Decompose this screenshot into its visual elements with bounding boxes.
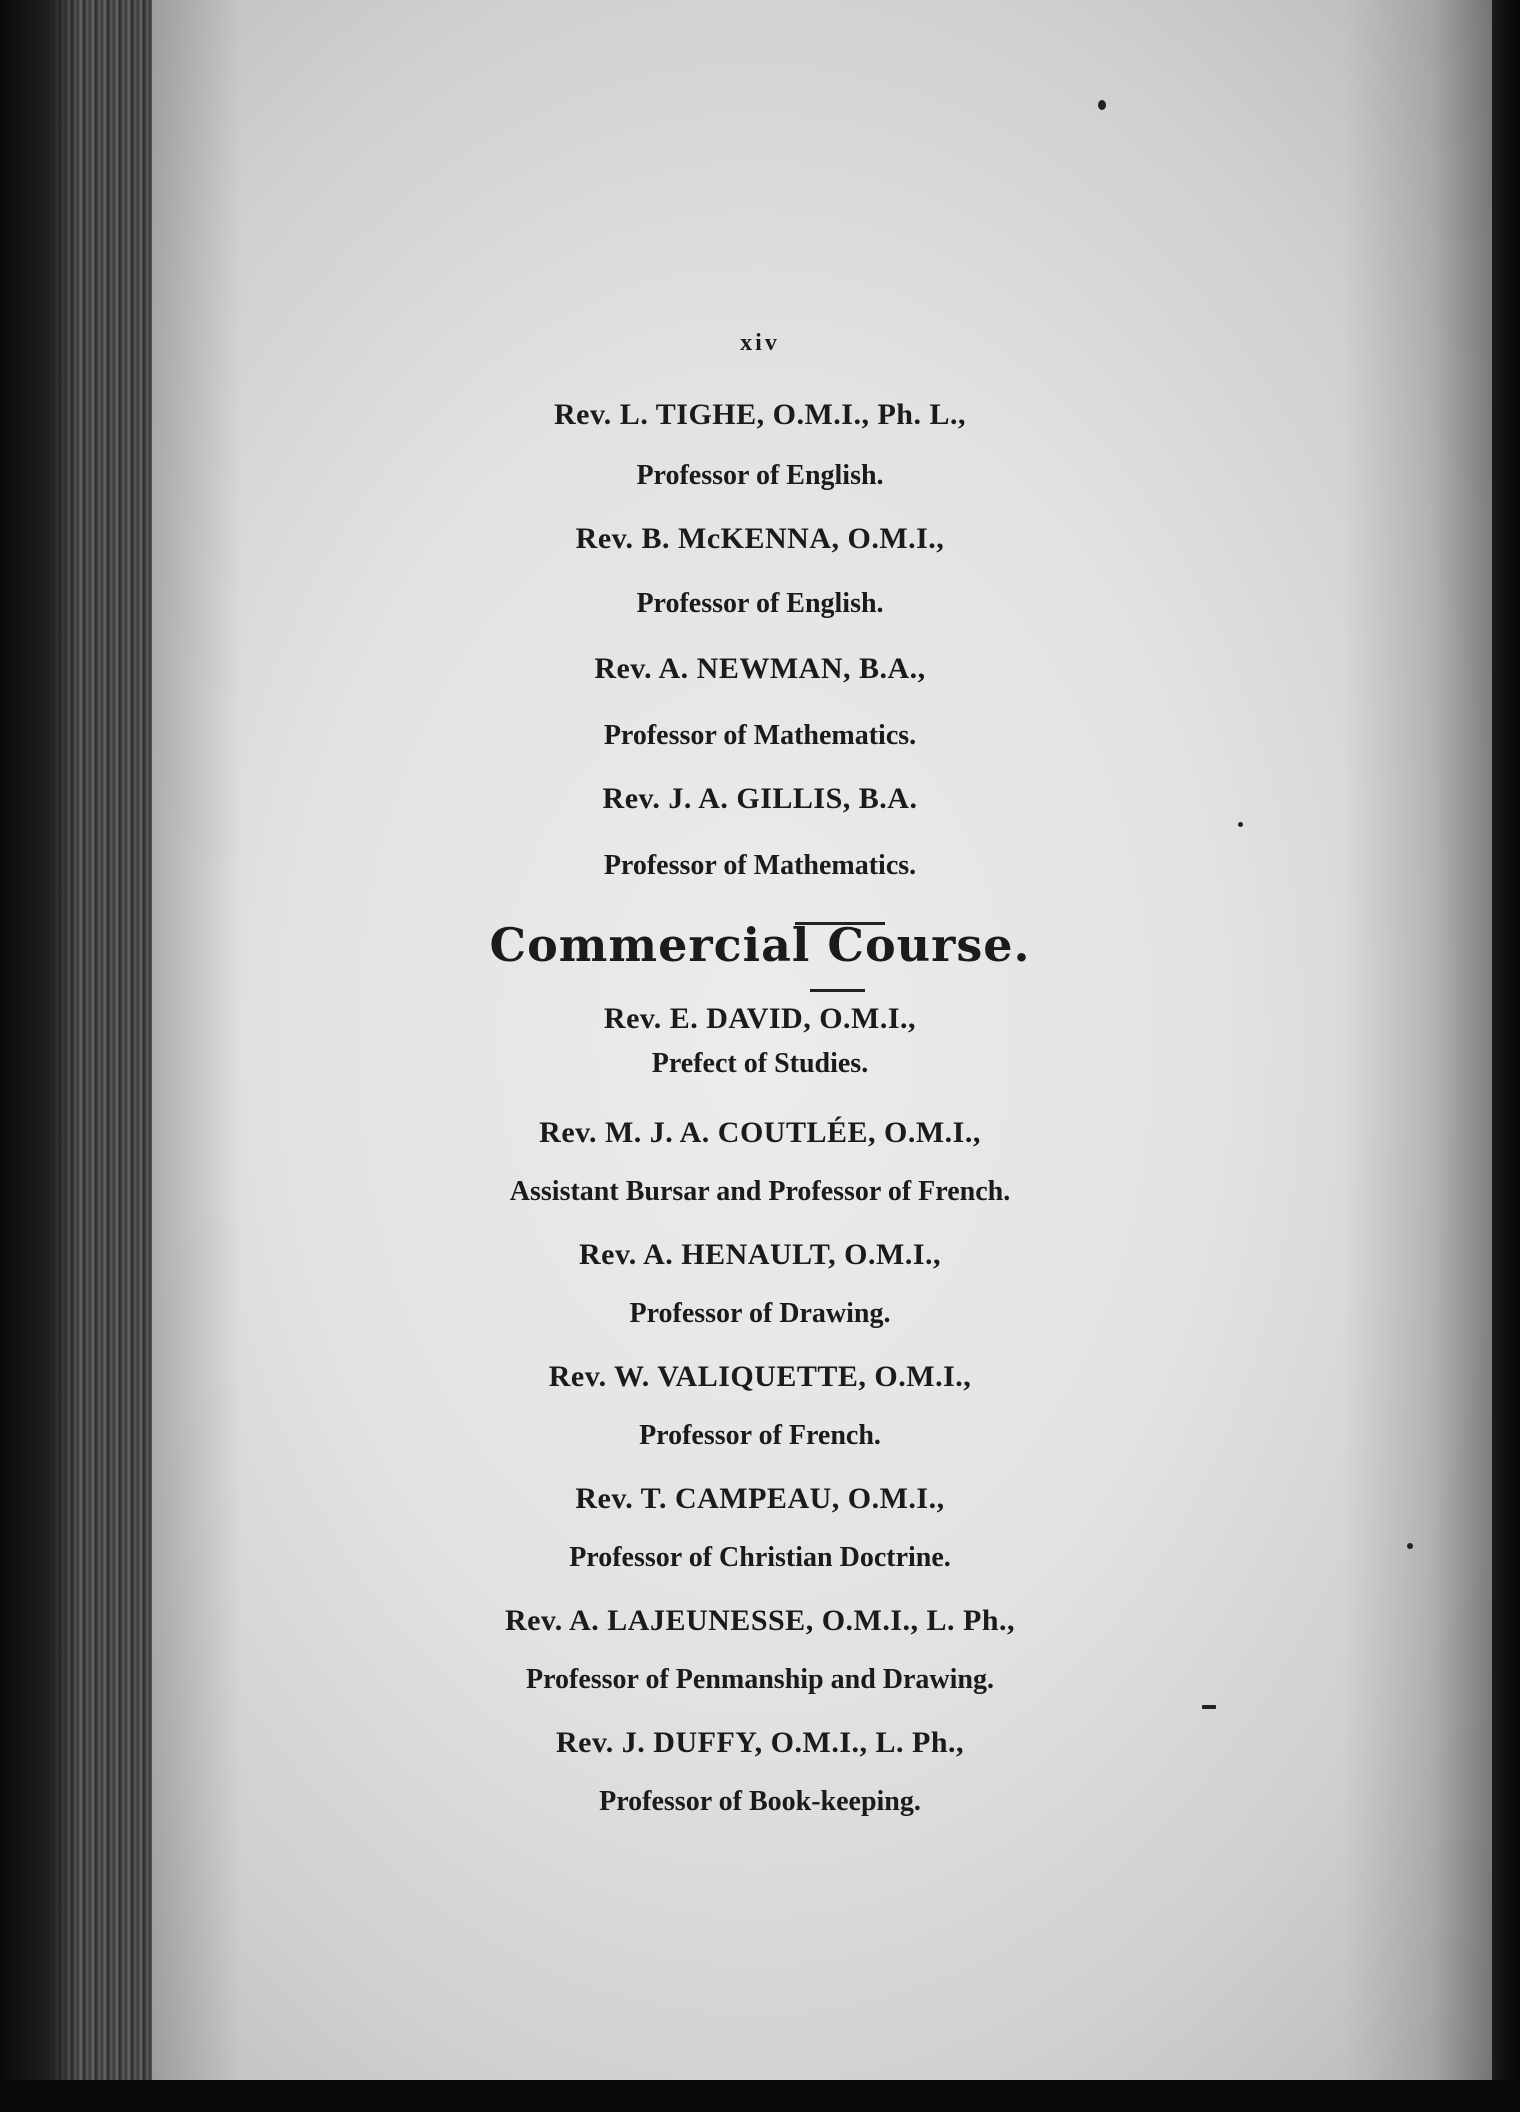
scanned-page [152,0,1492,2080]
staff-name: Rev. B. McKENNA, O.M.I., [575,522,945,555]
staff-title: Professor of Book-keeping. [599,1786,921,1817]
staff-title: Prefect of Studies. [651,1048,869,1079]
page-edge-shadow [1342,0,1492,2080]
staff-name: Rev. E. DAVID, O.M.I., [603,1002,917,1035]
staff-name: Rev. J. DUFFY, O.M.I., L. Ph., [555,1726,965,1759]
staff-name: Rev. A. LAJEUNESSE, O.M.I., L. Ph., [504,1604,1016,1637]
staff-name: Rev. T. CAMPEAU, O.M.I., [575,1482,945,1515]
scan-speck [1098,100,1106,110]
staff-title: Professor of Christian Doctrine. [569,1542,951,1573]
page-bottom-border [0,2080,1520,2112]
staff-name: Rev. A. HENAULT, O.M.I., [578,1238,942,1271]
section-rule-bottom [810,989,865,992]
staff-name: Rev. L. TIGHE, O.M.I., Ph. L., [553,398,966,431]
staff-name: Rev. J. A. GILLIS, B.A. [602,782,918,815]
page-gutter-shadow [152,0,242,2080]
staff-title: Professor of Mathematics. [603,850,917,881]
staff-title: Professor of Mathematics. [603,720,917,751]
staff-title: Professor of Drawing. [629,1298,891,1329]
staff-name: Rev. A. NEWMAN, B.A., [594,652,926,685]
staff-title: Professor of French. [639,1420,881,1451]
page-folio: xiv [740,330,780,356]
staff-title: Professor of Penmanship and Drawing. [525,1664,994,1695]
staff-title: Professor of English. [636,588,884,619]
scan-speck [1238,822,1243,827]
staff-title: Assistant Bursar and Professor of French. [509,1176,1011,1207]
scan-speck [1202,1705,1216,1709]
section-heading: Commercial Course. [489,918,1031,972]
staff-name: Rev. W. VALIQUETTE, O.M.I., [548,1360,972,1393]
staff-name: Rev. M. J. A. COUTLÉE, O.M.I., [539,1116,981,1149]
staff-title: Professor of English. [636,460,884,491]
